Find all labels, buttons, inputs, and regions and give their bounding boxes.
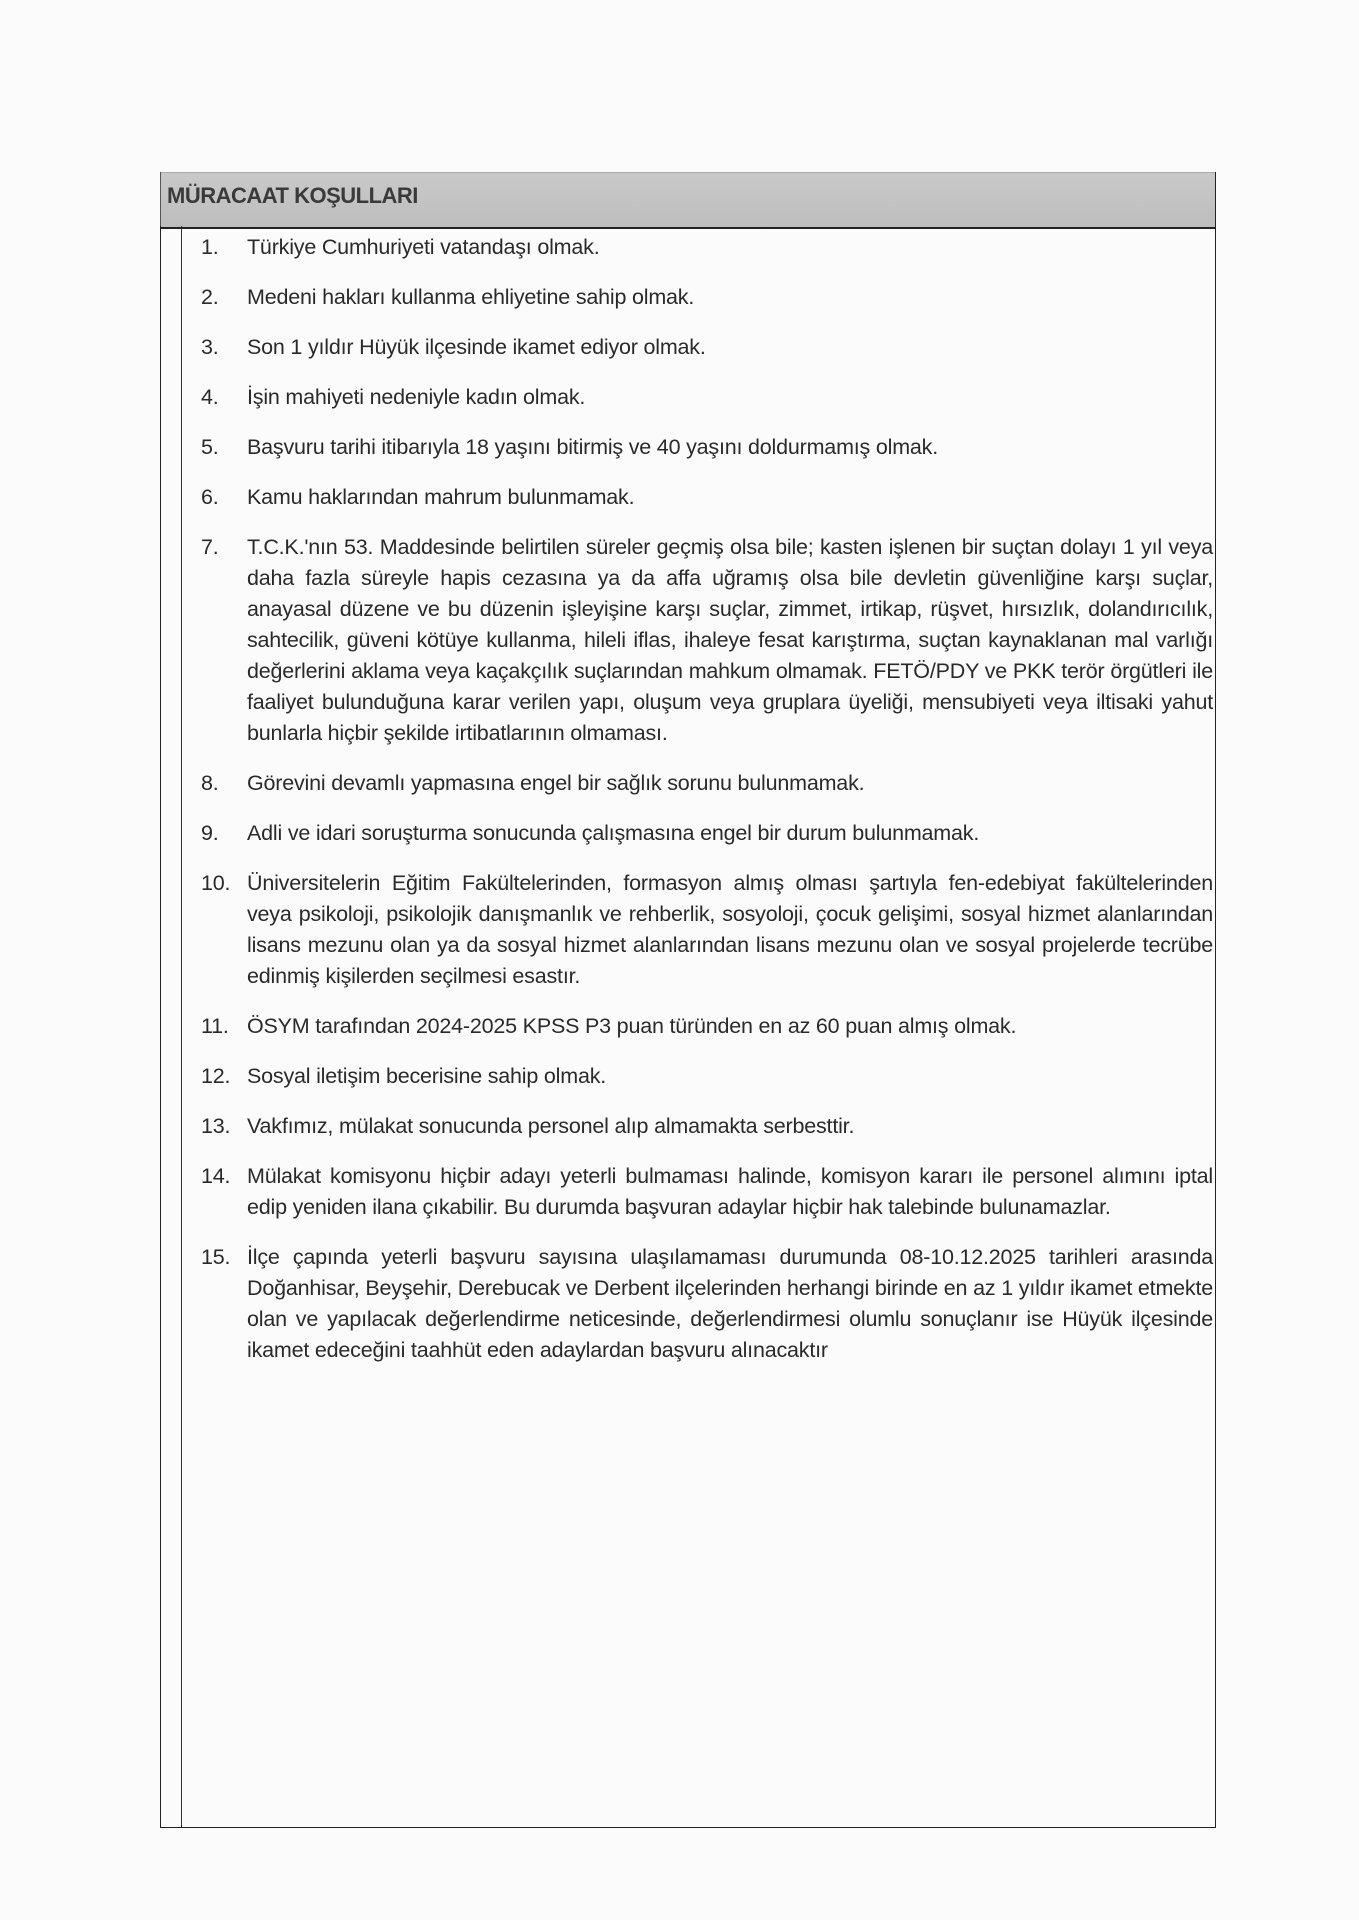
list-item xyxy=(201,768,1213,799)
list-item xyxy=(201,818,1213,849)
item-number: 8. xyxy=(201,771,219,795)
list-item xyxy=(201,1242,1213,1366)
item-text: Son 1 yıldır Hüyük ilçesinde ikamet ediyor olmak. xyxy=(247,335,706,359)
inner-border xyxy=(181,226,182,1827)
list-item xyxy=(201,1011,1213,1042)
section-title: MÜRACAAT KOŞULLARI xyxy=(167,183,418,208)
item-text: Başvuru tarihi itibarıyla 18 yaşını bitirmiş ve 40 yaşını doldurmamış olmak. xyxy=(247,435,938,459)
list-item xyxy=(201,868,1213,992)
item-number: 11. xyxy=(201,1014,229,1038)
item-number: 13. xyxy=(201,1114,231,1138)
item-number: 1. xyxy=(201,235,219,259)
list-item xyxy=(201,1111,1213,1142)
item-number: 6. xyxy=(201,485,219,509)
list-item xyxy=(201,1061,1213,1092)
item-text: Vakfımız, mülakat sonucunda personel alıp almamakta serbesttir. xyxy=(247,1114,855,1138)
list-item xyxy=(201,532,1213,749)
item-text: Mülakat komisyonu hiçbir adayı yeterli bulmaması halinde, komisyon kararı ile personel alımını iptal edip yeniden ilana çıkabilir. Bu durumda başvuran adaylar hiçbir hak talebinde bulunamazlar. xyxy=(247,1164,1213,1219)
list-item xyxy=(201,282,1213,313)
item-number: 9. xyxy=(201,821,219,845)
item-number: 2. xyxy=(201,285,219,309)
list-item xyxy=(201,482,1213,513)
item-number: 4. xyxy=(201,385,219,409)
item-number: 12. xyxy=(201,1064,231,1088)
item-text: İlçe çapında yeterli başvuru sayısına ulaşılamaması durumunda 08-10.12.2025 tarihleri arasında Doğanhisar, Beyşehir, Derebucak ve Derbent ilçelerinden herhangi birinde en az 1 yıldır ikamet etmekte olan ve yapılacak değerlendirme neticesinde, değerlendirmesi olumlu sonuçlanır ise Hüyük ilçesinde ikamet edeceğini taahhüt eden adaylardan başvuru alınacaktır xyxy=(247,1245,1213,1362)
item-number: 7. xyxy=(201,535,219,559)
section-header xyxy=(161,172,1215,229)
list-item xyxy=(201,332,1213,363)
item-number: 5. xyxy=(201,435,219,459)
item-text: İşin mahiyeti nedeniyle kadın olmak. xyxy=(247,385,586,409)
item-number: 10. xyxy=(201,871,231,895)
item-number: 3. xyxy=(201,335,219,359)
item-text: ÖSYM tarafından 2024-2025 KPSS P3 puan türünden en az 60 puan almış olmak. xyxy=(247,1014,1017,1038)
list-item xyxy=(201,432,1213,463)
item-text: T.C.K.'nın 53. Maddesinde belirtilen süreler geçmiş olsa bile; kasten işlenen bir suçtan dolayı 1 yıl veya daha fazla süreyle hapis cezasına ya da affa uğramış olsa bile devletin güvenliğine karşı suçlar, anayasal düzene ve bu düzenin işleyişine karşı suçlar, zimmet, irtikap, rüşvet, hırsızlık, dolandırıcılık, sahtecilik, güveni kötüye kullanma, hileli iflas, ihaleye fesat karıştırma, suçtan kaynaklanan mal varlığı değerlerini aklama veya kaçakçılık suçlarından mahkum olmamak. FETÖ/PDY ve PKK terör örgütleri ile faaliyet bulunduğuna karar verilen yapı, oluşum veya gruplara üyeliği, mensubiyeti veya iltisaki yahut bunlarla hiçbir şekilde irtibatlarının olmaması. xyxy=(247,535,1213,745)
item-text: Görevini devamlı yapmasına engel bir sağlık sorunu bulunmamak. xyxy=(247,771,865,795)
item-text: Medeni hakları kullanma ehliyetine sahip olmak. xyxy=(247,285,695,309)
item-text: Adli ve idari soruşturma sonucunda çalışmasına engel bir durum bulunmamak. xyxy=(247,821,980,845)
item-number: 14. xyxy=(201,1164,231,1188)
list-item xyxy=(201,1161,1213,1223)
item-text: Sosyal iletişim becerisine sahip olmak. xyxy=(247,1064,607,1088)
item-text: Üniversitelerin Eğitim Fakültelerinden, formasyon almış olması şartıyla fen-edebiyat fakültelerinden veya psikoloji, psikolojik danışmanlık ve rehberlik, sosyoloji, çocuk gelişimi, sosyal hizmet alanlarından lisans mezunu olan ya da sosyal hizmet alanlarından lisans mezunu olan ve sosyal projelerde tecrübe edinmiş kişilerden seçilmesi esastır. xyxy=(247,871,1213,988)
conditions-table xyxy=(160,172,1216,1828)
conditions-list xyxy=(201,232,1213,1385)
list-item xyxy=(201,382,1213,413)
item-number: 15. xyxy=(201,1245,231,1269)
item-text: Kamu haklarından mahrum bulunmamak. xyxy=(247,485,635,509)
item-text: Türkiye Cumhuriyeti vatandaşı olmak. xyxy=(247,235,600,259)
list-item xyxy=(201,232,1213,263)
